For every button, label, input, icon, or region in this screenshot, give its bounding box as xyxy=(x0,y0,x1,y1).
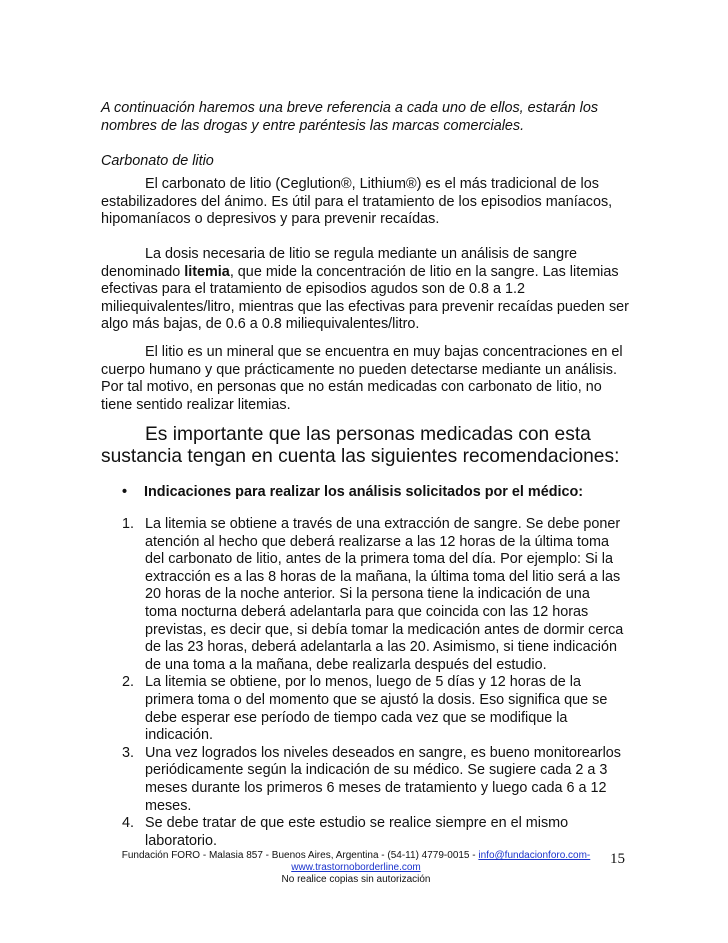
paragraph-1: El carbonato de litio (Ceglution®, Lithium®) es el más tradicional de los estabilizadores del ánimo. Es útil para el tratamiento de los episodios maníacos, hipomaníacos o depresivos y para prevenir recaídas. xyxy=(101,176,613,228)
intro-paragraph xyxy=(101,100,631,135)
bullet-text: Indicaciones para realizar los análisis solicitados por el médico: xyxy=(144,484,584,500)
litemia-term: litemia xyxy=(184,263,230,280)
list-item-text: La litemia se obtiene, por lo menos, luego de 5 días y 12 horas de la primera toma o del momento que se ajustó la dosis. Eso significa que se debe esperar ese período de tiempo cada vez que se modifique la indicación. xyxy=(145,674,608,744)
list-item xyxy=(101,674,625,744)
list-item-text: Se debe tratar de que este estudio se realice siempre en el mismo laboratorio. xyxy=(145,815,569,849)
list-item-text: La litemia se obtiene a través de una extracción de sangre. Se debe poner atención al hecho que deberá realizarse a las 12 horas de la última toma del carbonato de litio, antes de la primera toma del día. Por ejemplo: Si la extracción es a las 8 horas de la mañana, la última toma del litio será a las 20 horas de la noche anterior. Si la persona tiene la indicación de una toma nocturna deberá adelantarla para que coincida con las 12 horas previstas, es decir que, si debía tomar la medicación antes de dormir cerca de las 23 horas, deberá adelantarla a las 20. Asimismo, si tiene indicación de una toma a la mañana, debe realizarla después del estudio. xyxy=(145,516,624,673)
footer-website-link[interactable]: www.trastornoborderline.com xyxy=(291,862,421,873)
list-item-number: 2. xyxy=(122,674,135,691)
footer-email-link[interactable]: info@fundacionforo.com- xyxy=(478,850,591,861)
paragraph-2-start: La dosis necesaria de litio se regula mediante un análisis de sangre denominado xyxy=(101,246,577,280)
page-footer xyxy=(118,850,594,886)
page-number: 15 xyxy=(610,851,625,867)
list-item-number: 1. xyxy=(122,516,135,532)
footer-notice: No realice copias sin autorización xyxy=(281,874,431,885)
footer-line-1 xyxy=(118,850,594,862)
paragraph-2 xyxy=(101,246,631,334)
steps-list xyxy=(101,516,625,850)
paragraph-2-end: , que mide la concentración de litio en la sangre. Las litemias efectivas para el tratamiento de episodios agudos son de 0.8 a 1.2 miliequivalentes/litro, mientras que las efectivas para prevenir recaídas pueden ser algo más bajas, de 0.6 a 0.8 miliequivalentes/litro. xyxy=(101,263,629,333)
list-item xyxy=(101,815,625,850)
important-notice: Es importante que las personas medicadas con esta sustancia tengan en cuenta las siguientes recomendaciones: xyxy=(101,424,620,467)
bullet-icon: • xyxy=(122,484,128,500)
intro-line-2: nombres de las drogas y entre paréntesis las marcas comerciales. xyxy=(101,117,525,134)
footer-address: Fundación FORO - Malasia 857 - Buenos Aires, Argentina - (54-11) 4779-0015 - xyxy=(121,850,479,861)
list-item xyxy=(101,745,625,815)
intro-line-1: A continuación haremos una breve referencia a cada uno de ellos, estarán los xyxy=(101,100,599,116)
footer-line-2 xyxy=(118,862,594,874)
section-heading: Carbonato de litio xyxy=(101,153,214,169)
list-item-number: 3. xyxy=(122,744,135,761)
list-item-number: 4. xyxy=(122,815,135,832)
list-item-text: Una vez logrados los niveles deseados en sangre, es bueno monitorearlos periódicamente según la indicación de su médico. Se sugiere cada 2 a 3 meses durante los primeros 6 meses de tratamiento y luego cada 6 a 12 meses. xyxy=(145,744,621,814)
paragraph-3: El litio es un mineral que se encuentra en muy bajas concentraciones en el cuerpo humano y que prácticamente no pueden detectarse mediante un análisis. Por tal motivo, en personas que no están medicadas con carbonato de litio, no tiene sentido realizar litemias. xyxy=(101,344,623,413)
list-item xyxy=(101,516,625,674)
